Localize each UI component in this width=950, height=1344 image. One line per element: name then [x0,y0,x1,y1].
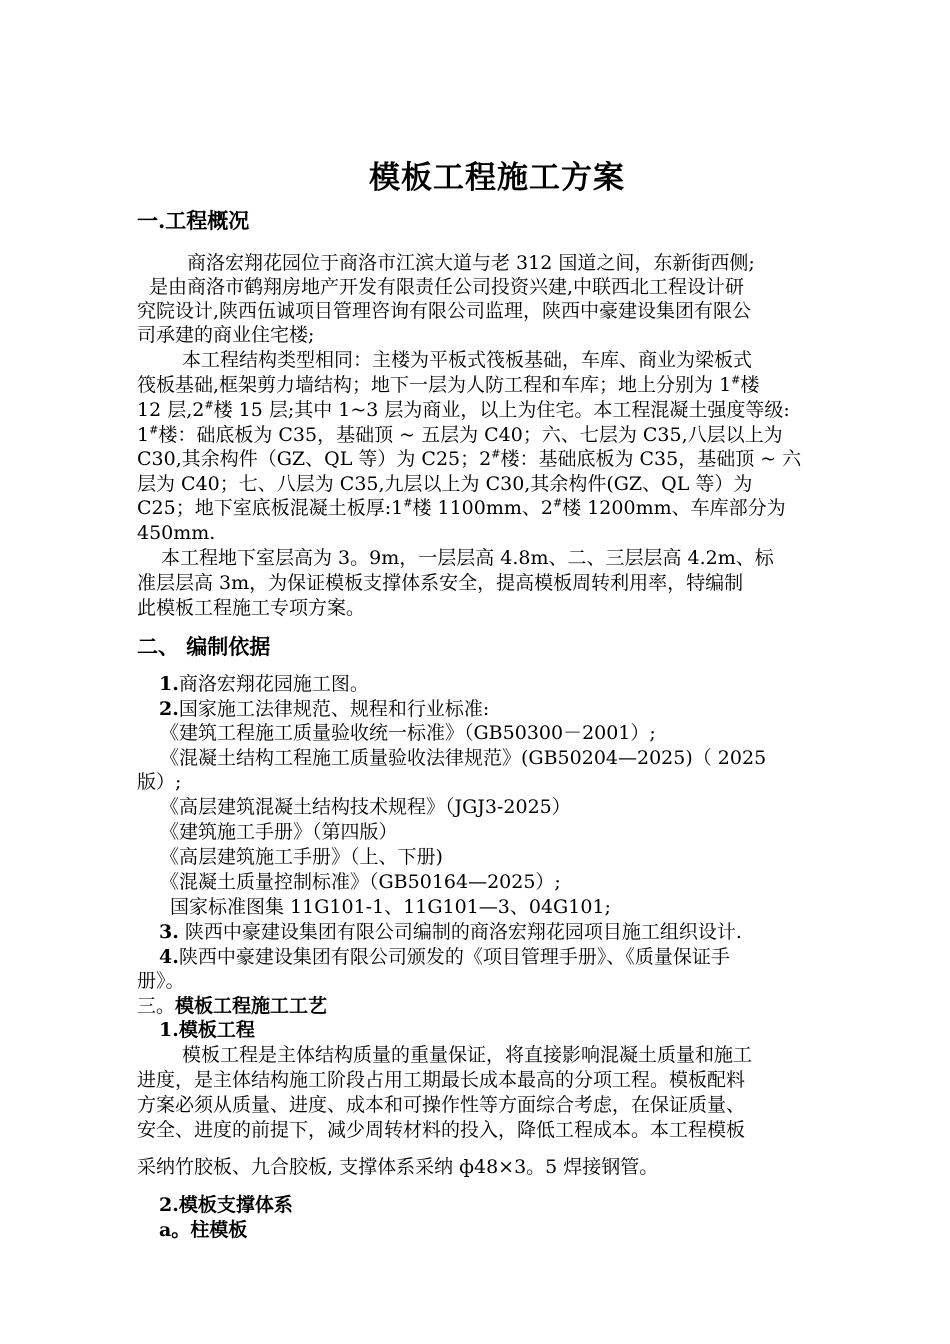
paragraph-line: 商洛宏翔花园位于商洛市江滨大道与老 312 国道之间，东新街西侧; [187,252,755,274]
paragraph-line: 是由商洛市鹤翔房地产开发有限责任公司投资兴建,中联西北工程设计研 [149,276,745,298]
section-heading-overview: 一.工程概况 [137,208,250,233]
standard-reference: 《建筑施工手册》（第四版） [160,821,398,843]
paragraph-line: 此模板工程施工专项方案。 [137,597,366,619]
standard-reference: 版）; [137,771,182,793]
paragraph-line: C30,其余构件（GZ、QL 等）为 C25；2#楼：基础底板为 C35，基础顶 ~ 六 [137,447,802,470]
standard-reference: 《混凝土质量控制标准》（GB50164—2025）; [160,871,561,893]
standard-reference: 《混凝土结构工程施工质量验收法律规范》(GB50204—2025)（ 2025 [160,747,767,769]
paragraph-line: 层为 C40；七、八层为 C35,九层以上为 C30,其余构件(GZ、QL 等）为 [137,473,753,495]
paragraph-line: C25；地下室底板混凝土板厚:1#楼 1100mm、2#楼 1200mm、车库部分为 [137,496,786,519]
paragraph-line: 12 层,2#楼 15 层;其中 1~3 层为商业，以上为住宅。本工程混凝土强度等级: [137,398,790,421]
standard-reference: 《高层建筑混凝土结构技术规程》（JGJ3-2025） [160,796,571,818]
subsection-heading: 2.模板支撑体系 [159,1194,293,1216]
paragraph-line: 1#楼：础底板为 C35，基础顶 ~ 五层为 C40；六、七层为 C35,八层以上为 [137,423,783,446]
section-heading-basis: 二、 编制依据 [137,634,271,659]
paragraph-line: 究院设计,陕西伍诚项目管理咨询有限公司监理，陕西中豪建设集团有限公 [137,300,752,322]
paragraph-line: 司承建的商业住宅楼; [137,324,315,346]
paragraph-line: 模板工程是主体结构质量的重量保证，将直接影响混凝土质量和施工 [182,1044,753,1066]
paragraph-line: 450mm. [137,522,216,544]
subsection-heading: 1.模板工程 [159,1019,255,1041]
paragraph-line: 进度，是主体结构施工阶段占用工期最长成本最高的分项工程。模板配料 [137,1069,746,1091]
paragraph-line: 本工程地下室层高为 3。9m，一层层高 4.8m、二、三层层高 4.2m、标 [161,547,774,569]
list-item: 册》。 [137,970,185,992]
paragraph-line: 采纳竹胶板、九合胶板, 支撑体系采纳 ф48×3。5 焊接钢管。 [137,1156,659,1178]
list-item: 4.陕西中豪建设集团有限公司颁发的《项目管理手册》、《质量保证手 [159,946,730,968]
list-item: 3. 陕西中豪建设集团有限公司编制的商洛宏翔花园项目施工组织设计. [159,921,742,943]
paragraph-line: 安全、进度的前提下，减少周转材料的投入，降低工程成本。本工程模板 [137,1119,746,1141]
subsection-heading: a。柱模板 [159,1219,248,1241]
section-heading-process: 三。模板工程施工工艺 [137,995,328,1017]
paragraph-line: 准层层高 3m，为保证模板支撑体系安全，提高模板周转利用率，特编制 [137,572,744,594]
document-title: 模板工程施工方案 [369,160,625,196]
paragraph-line: 筏板基础,框架剪力墙结构；地下一层为人防工程和车库；地上分别为 1#楼 [137,373,760,396]
standard-reference: 《建筑工程施工质量验收统一标准》（GB50300－2001）; [160,722,656,744]
standard-reference: 国家标准图集 11G101-1、11G101—3、04G101; [170,896,611,918]
list-item: 1.商洛宏翔花园施工图。 [159,673,369,695]
list-item: 2.国家施工法律规范、规程和行业标准: [159,698,490,720]
standard-reference: 《高层建筑施工手册》（上、下册) [160,846,443,868]
paragraph-line: 本工程结构类型相同：主楼为平板式筏板基础，车库、商业为梁板式 [182,349,753,371]
paragraph-line: 方案必须从质量、进度、成本和可操作性等方面综合考虑，在保证质量、 [137,1094,746,1116]
